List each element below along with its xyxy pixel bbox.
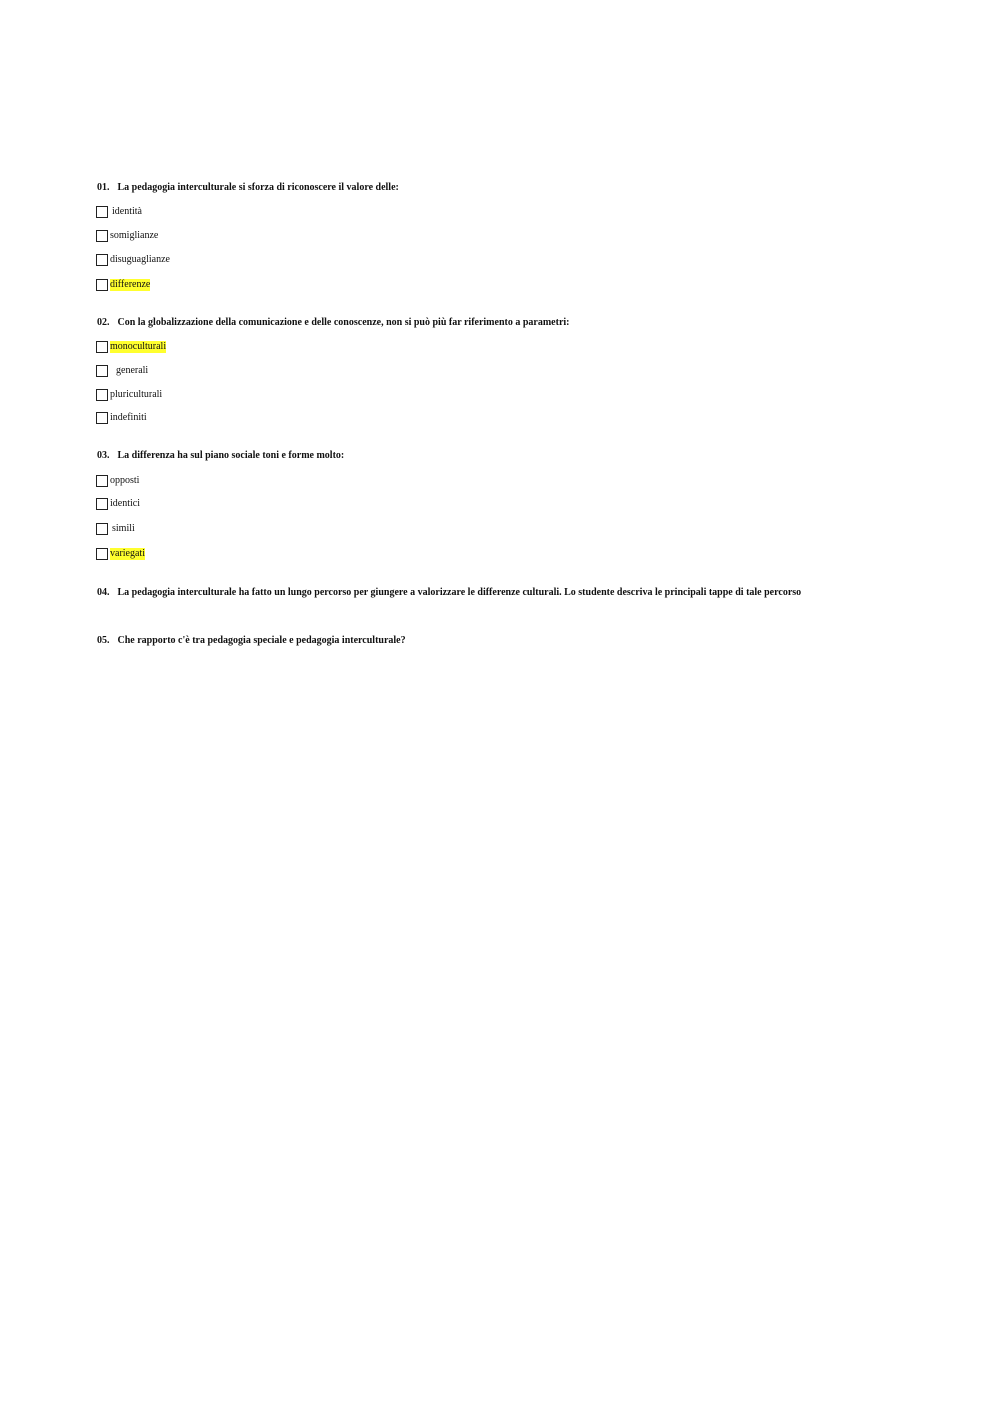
question-2-title [97,317,877,329]
checkbox[interactable] [96,475,108,487]
option-q2-c[interactable] [96,387,162,403]
option-q3-d[interactable] [96,546,145,562]
question-number: 01. [97,182,110,193]
option-label: generali [116,365,149,376]
checkbox[interactable] [96,279,108,291]
checkbox[interactable] [96,365,108,377]
option-q1-b[interactable] [96,228,158,244]
question-text: Con la globalizzazione della comunicazione e delle conoscenze, non si può più far riferimento a parametri: [117,317,570,328]
option-q3-a[interactable] [96,473,139,489]
option-label: indefiniti [110,412,147,423]
option-label-highlighted: monoculturali [110,341,167,352]
option-q1-a[interactable] [96,204,142,220]
option-q2-b[interactable] [96,363,148,379]
checkbox[interactable] [96,498,108,510]
checkbox[interactable] [96,523,108,535]
option-label: simili [112,523,135,534]
option-q2-d[interactable] [96,410,147,426]
option-label-highlighted: variegati [110,548,145,559]
option-label: pluriculturali [110,389,163,400]
question-text: Che rapporto c'è tra pedagogia speciale e pedagogia interculturale? [117,635,406,646]
option-label: identità [112,206,142,217]
option-q1-d[interactable] [96,277,150,293]
question-text: La pedagogia interculturale si sforza di riconoscere il valore delle: [117,182,399,193]
question-number: 03. [97,450,110,461]
checkbox[interactable] [96,341,108,353]
checkbox[interactable] [96,389,108,401]
checkbox[interactable] [96,412,108,424]
question-3-title [97,450,877,462]
question-1-title [97,182,877,194]
question-number: 04. [97,587,110,598]
checkbox[interactable] [96,206,108,218]
checkbox[interactable] [96,548,108,560]
question-text: La pedagogia interculturale ha fatto un lungo percorso per giungere a valorizzare le differenze culturali. Lo studente descriva le principali tappe di tale percorso [117,587,802,598]
question-text: La differenza ha sul piano sociale toni e forme molto: [117,450,345,461]
checkbox[interactable] [96,254,108,266]
question-5-title [97,635,877,647]
question-number: 05. [97,635,110,646]
question-number: 02. [97,317,110,328]
checkbox[interactable] [96,230,108,242]
option-q3-c[interactable] [96,521,135,537]
option-q3-b[interactable] [96,496,140,512]
option-q1-c[interactable] [96,252,170,268]
option-label: disuguaglianze [110,254,170,265]
option-label-highlighted: differenze [110,279,151,290]
option-label: identici [110,498,140,509]
option-label: somiglianze [110,230,159,241]
option-q2-a[interactable] [96,339,166,355]
option-label: opposti [110,475,140,486]
question-4-title [97,587,877,599]
